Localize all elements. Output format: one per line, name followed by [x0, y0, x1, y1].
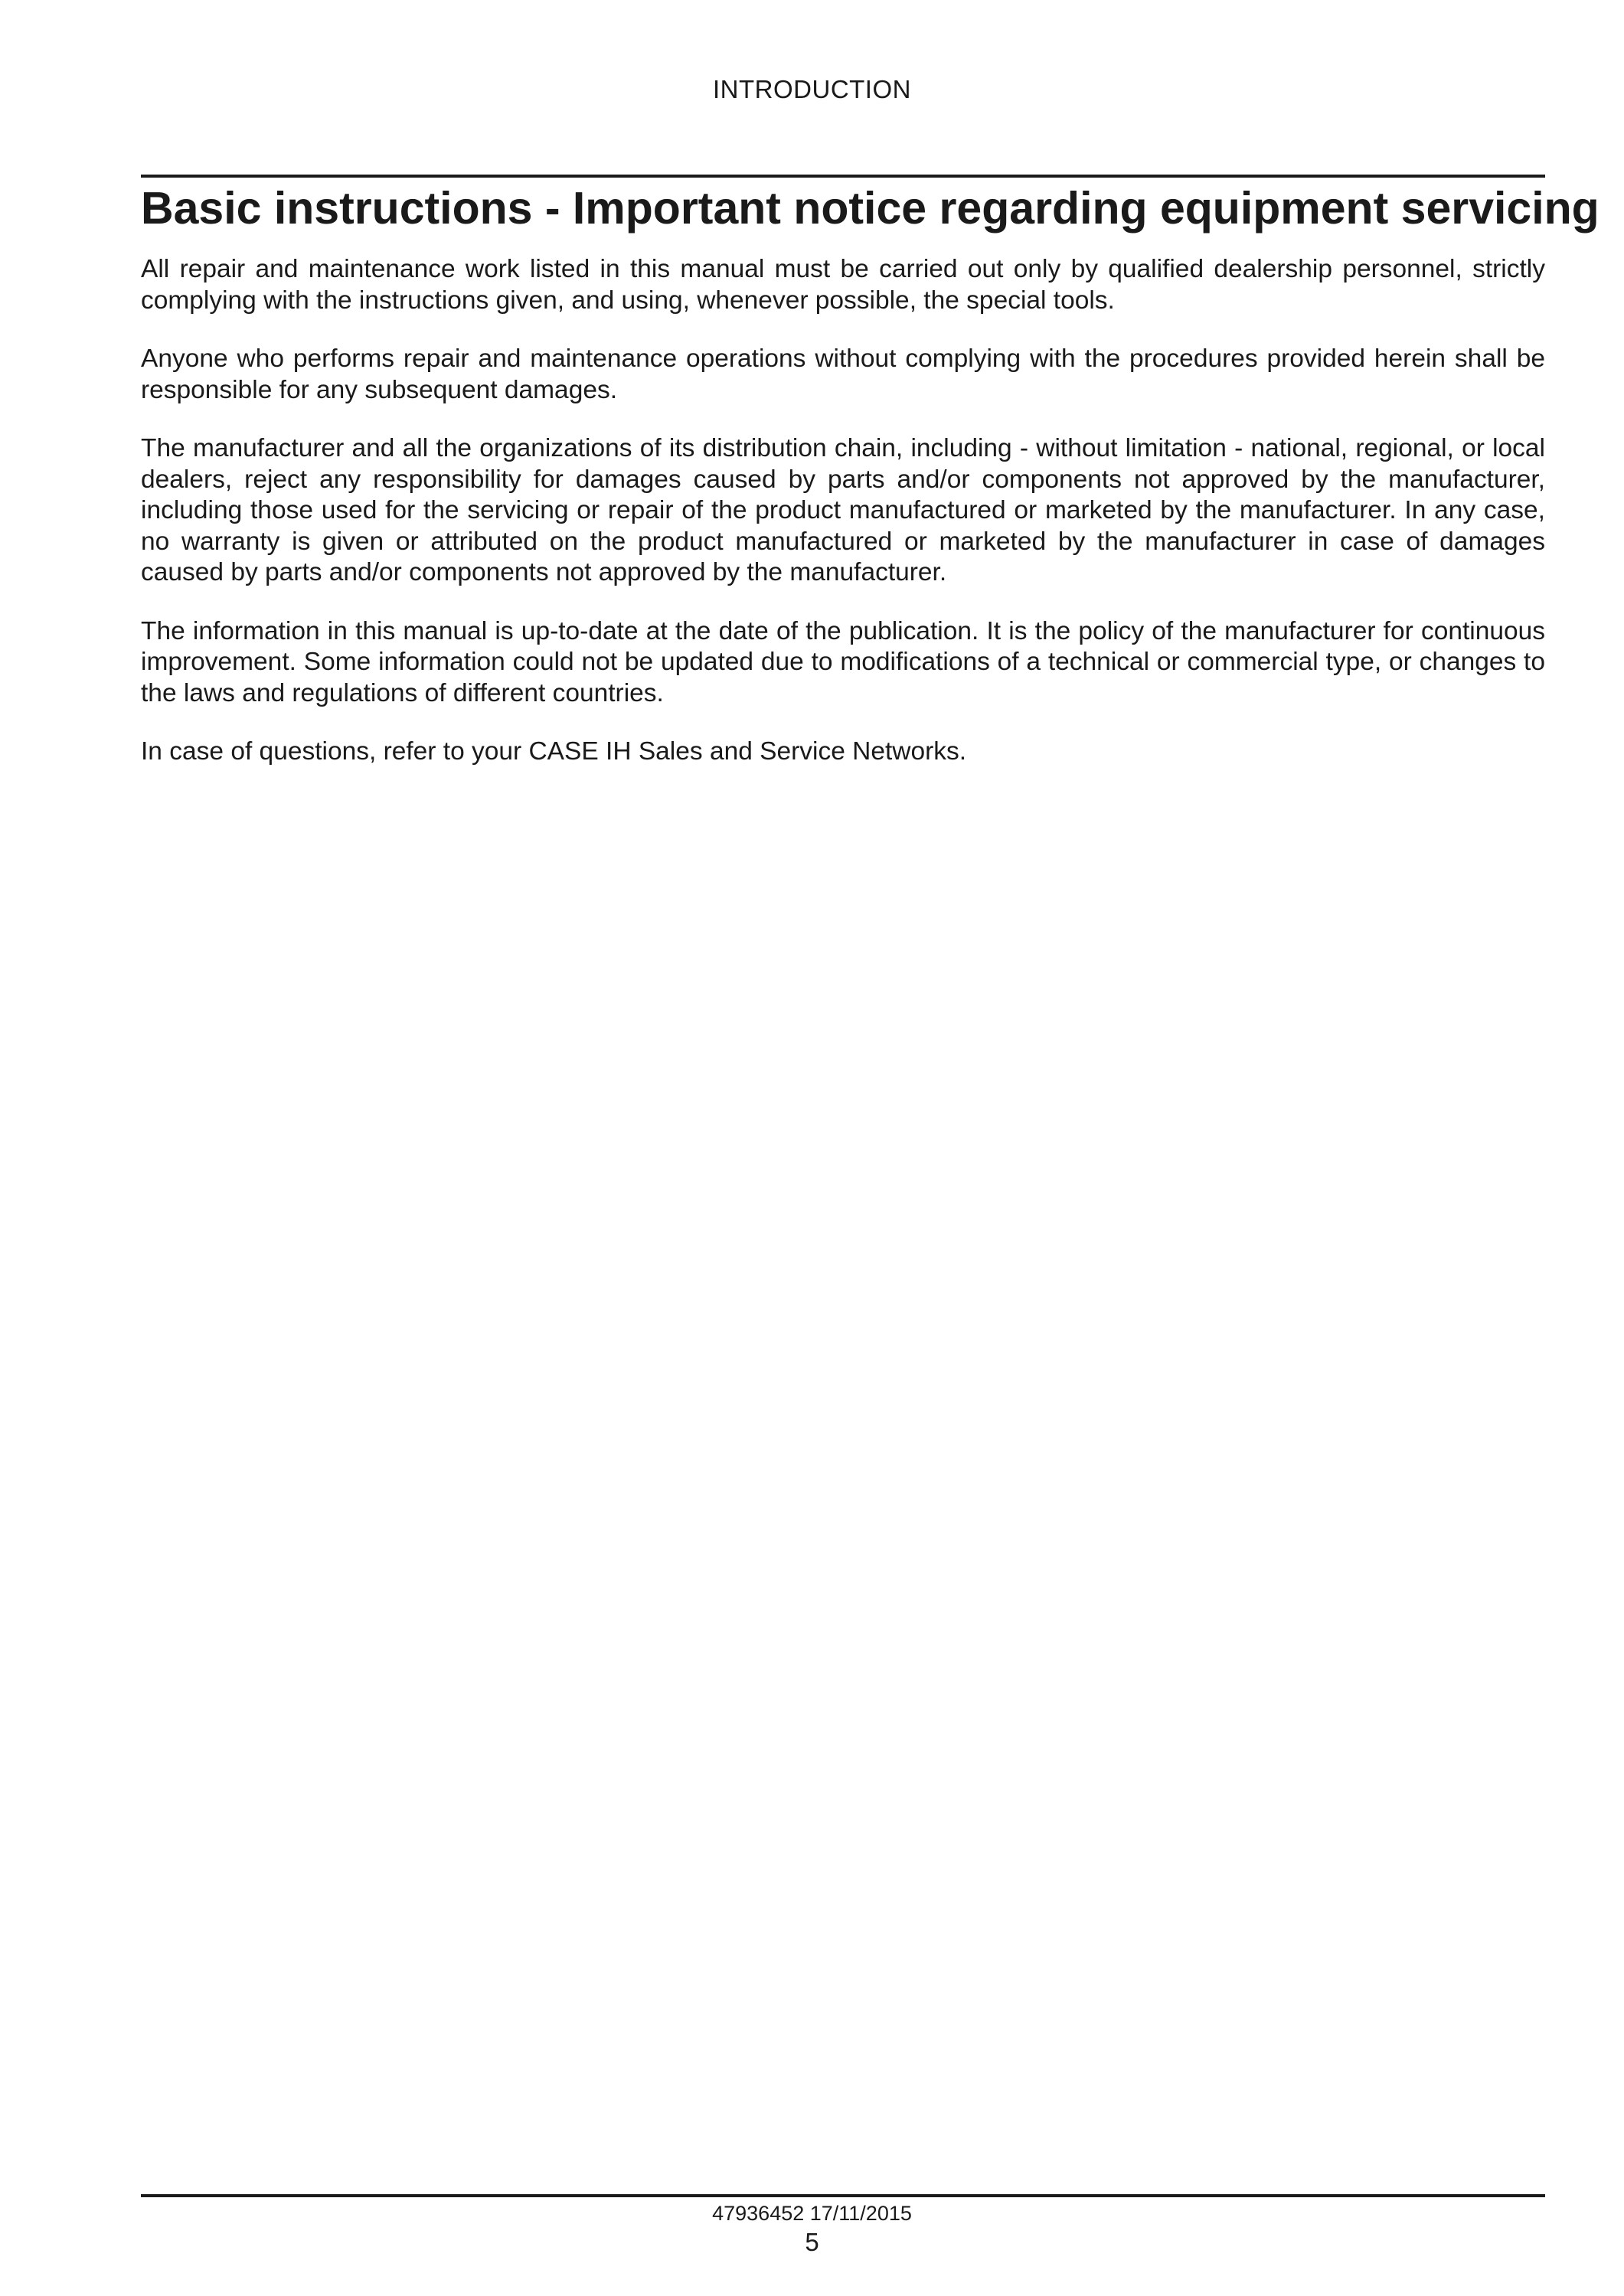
paragraph-questions: In case of questions, refer to your CASE IH Sales and Service Networks.: [141, 737, 967, 766]
paragraph-manufacturer-disclaimer: The manufacturer and all the organizations of its distribution chain, including - without limitation - national, regional, or local dealers, reject any responsibility for damages caused by parts and/or components not approved by the manufacturer, including those used for the servicing or repair of the product manufactured or marketed by the manufacturer. In any case, no warranty is given or attributed on the product manufactured or marketed by the manufacturer in case of damages caused by parts and/or components not approved by the manufacturer.: [141, 434, 1545, 586]
paragraph-responsibility: Anyone who performs repair and maintenance operations without complying with the procedures provided herein shall be responsible for any subsequent damages.: [141, 345, 1545, 404]
paragraph-qualified-personnel: All repair and maintenance work listed in this manual must be carried out only by qualified dealership personnel, strictly complying with the instructions given, and using, whenever possible, the special tools.: [141, 255, 1545, 315]
page-number: 5: [805, 2228, 819, 2256]
page-title: Basic instructions - Important notice regarding equipment servicing: [141, 183, 1599, 234]
footer-divider: [141, 2194, 1545, 2197]
document-reference: 47936452 17/11/2015: [712, 2202, 912, 2225]
header-divider: [141, 175, 1545, 178]
running-header: INTRODUCTION: [713, 75, 911, 103]
paragraph-information-currency: The information in this manual is up-to-date at the date of the publication. It is the policy of the manufacturer for continuous improvement. Some information could not be updated due to modifications of a technical or commercial type, or changes to the laws and regulations of different countries.: [141, 616, 1545, 707]
body-text: [141, 254, 1545, 795]
